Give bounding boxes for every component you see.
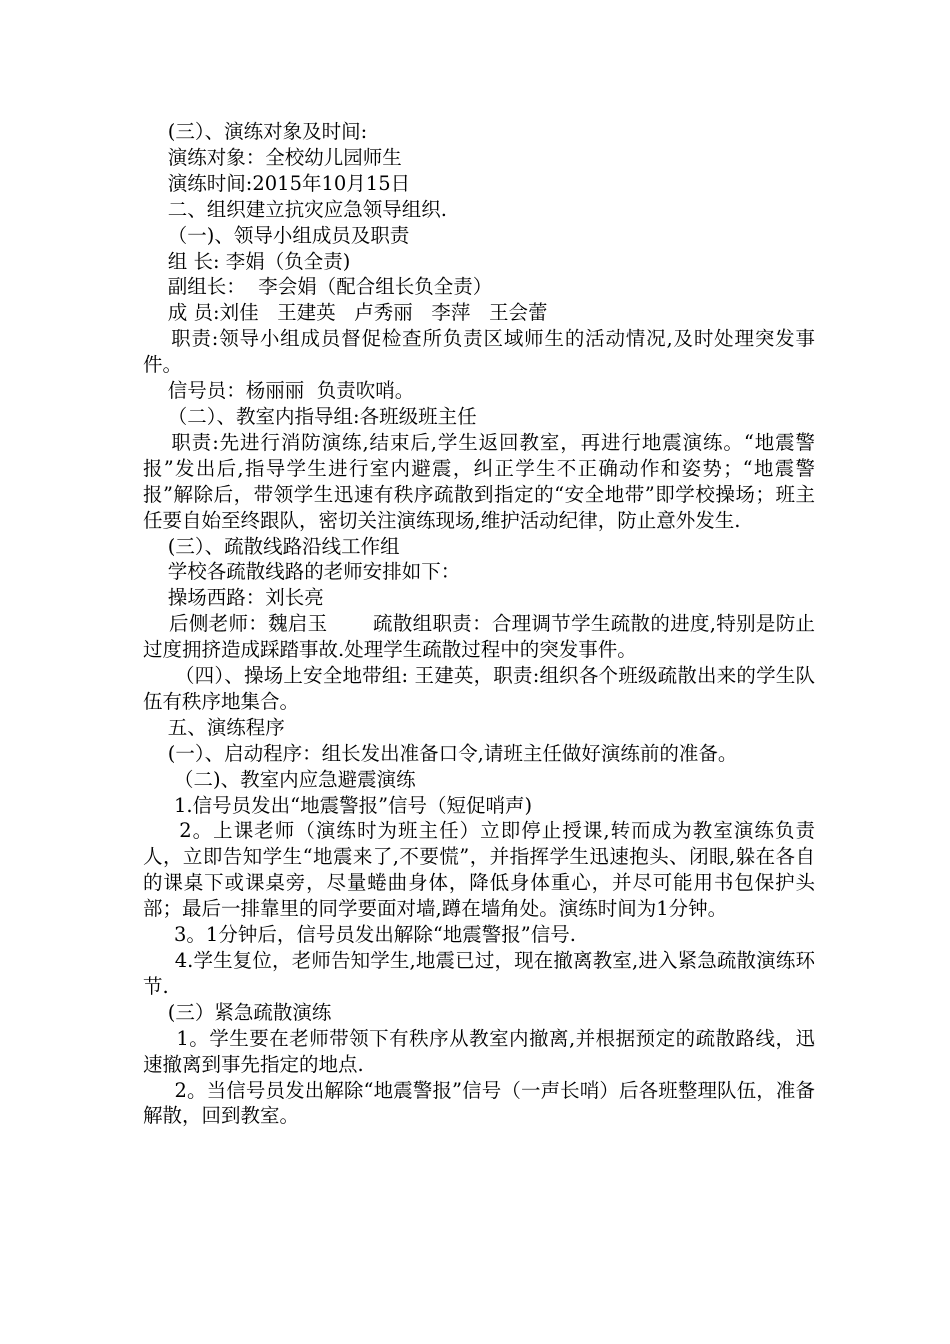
paragraph: 1。学生要在老师带领下有秩序从教室内撤离,并根据预定的疏散路线，迅速撤离到事先指定的地点.: [143, 1026, 816, 1076]
paragraph: 二、组织建立抗灾应急领导组织.: [143, 197, 447, 221]
paragraph: 演练对象：全校幼儿园师生: [143, 145, 402, 169]
paragraph: 信号员：杨丽丽 负责吹哨。: [143, 379, 415, 403]
paragraph: (三）、疏散线路沿线工作组: [143, 534, 400, 558]
paragraph: （二）、教室内指导组:各班级班主任: [143, 404, 477, 428]
paragraph: 职责:领导小组成员督促检查所负责区域师生的活动情况,及时处理突发事件。: [143, 327, 815, 377]
paragraph: 操场西路：刘长亮: [143, 586, 324, 610]
paragraph: (三）紧急疏散演练: [143, 1000, 332, 1024]
paragraph: (三）、演练对象及时间:: [143, 120, 368, 143]
paragraph: （一)、领导小组成员及职责: [143, 223, 410, 247]
paragraph: 2。上课老师（演练时为班主任）立即停止授课,转而成为教室演练负责人，立即告知学生“地震来了,不要慌”，并指挥学生迅速抱头、闭眼,躲在各自的课桌下或课桌旁，尽量蜷曲身体，降低身体重心，并尽可能用书包保护头部；最后一排靠里的同学要面对墙,蹲在墙角处。演练时间为1分钟。: [143, 819, 815, 921]
paragraph: 4.学生复位，老师告知学生,地震已过，现在撤离教室,进入紧急疏散演练环节.: [143, 949, 815, 998]
paragraph: 副组长： 李会娟（配合组长负全责）: [143, 275, 493, 299]
paragraph: （四）、操场上安全地带组: 王建英，职责:组织各个班级疏散出来的学生队伍有秩序地集合。: [143, 664, 815, 713]
paragraph: 演练时间:2015年10月15日: [143, 171, 411, 195]
paragraph: (一）、启动程序：组长发出准备口令,请班主任做好演练前的准备。: [143, 741, 738, 765]
paragraph: 组 长: 李娟（负全责): [143, 249, 351, 273]
paragraph: 后侧老师：魏启玉 疏散组职责：合理调节学生疏散的进度,特别是防止过度拥挤造成踩踏事故.处理学生疏散过程中的突发事件。: [143, 612, 815, 662]
paragraph: 职责:先进行消防演练,结束后,学生返回教室，再进行地震演练。“地震警报”发出后,指导学生进行室内避震，纠正学生不正确动作和姿势；“地震警报”解除后，带领学生迅速有秩序疏散到指定的“安全地带”即学校操场；班主任要自始至终跟队，密切关注演练现场,维护活动纪律，防止意外发生.: [143, 430, 815, 532]
paragraph: 1.信号员发出“地震警报”信号（短促哨声): [143, 793, 533, 817]
paragraph: 3。1分钟后，信号员发出解除“地震警报”信号.: [143, 923, 576, 947]
paragraph: 学校各疏散线路的老师安排如下：: [143, 560, 461, 584]
paragraph: 五、演练程序: [143, 715, 285, 739]
paragraph: 成 员:刘佳 王建英 卢秀丽 李萍 王会蕾: [143, 301, 548, 325]
paragraph: 2。当信号员发出解除“地震警报”信号（一声长哨）后各班整理队伍，准备解散，回到教室。: [143, 1078, 815, 1128]
document-body: [143, 119, 815, 1129]
paragraph: （二)、教室内应急避震演练: [143, 767, 416, 791]
